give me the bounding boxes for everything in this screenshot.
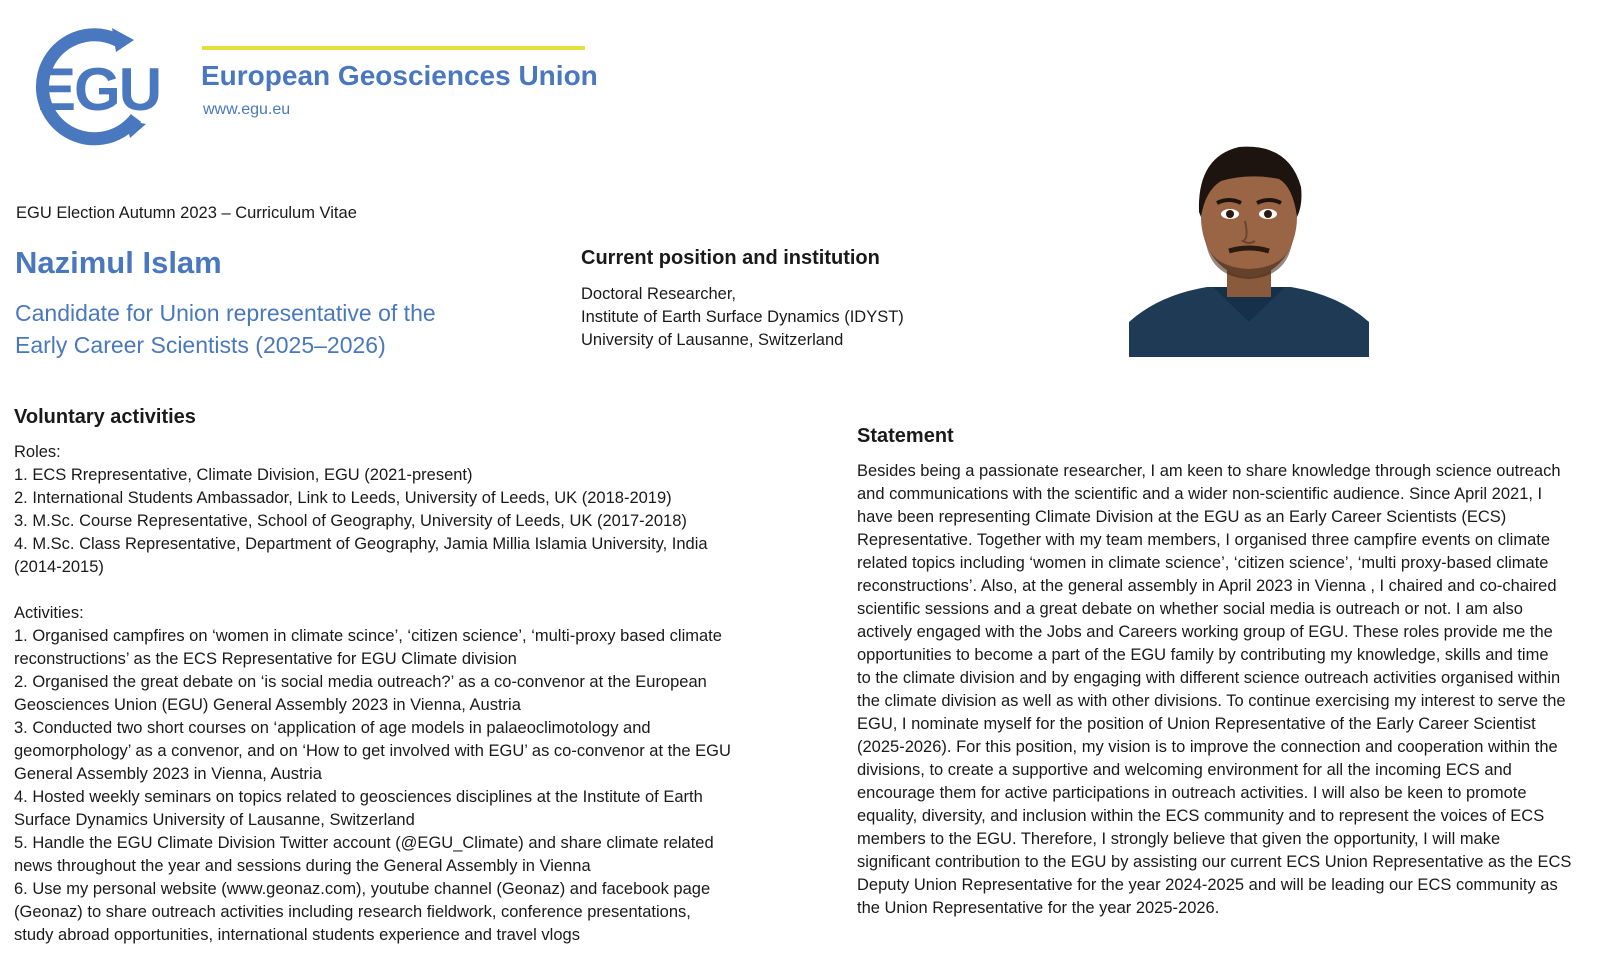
statement-line: divisions, to create a supportive and welcoming environment for all the incoming ECS and [857, 761, 1512, 779]
statement-line: opportunities to become a part of the EGU family by contributing my knowledge, skills and time [857, 646, 1549, 664]
position-line: University of Lausanne, Switzerland [581, 331, 844, 349]
candidate-role-line: Early Career Scientists (2025–2026) [15, 332, 386, 358]
role-line: 1. ECS Rrepresentative, Climate Division, EGU (2021-present) [14, 466, 473, 484]
org-url[interactable]: www.egu.eu [203, 101, 291, 118]
activity-line: 5. Handle the EGU Climate Division Twitter account (@EGU_Climate) and share climate related [14, 834, 714, 852]
activity-line: (Geonaz) to share outreach activities including research fieldwork, conference presentations, [14, 903, 691, 921]
activity-line: Surface Dynamics University of Lausanne, Switzerland [14, 811, 415, 829]
statement-line: and communications with the scientific and a wider non-scientific audience. Since April 2021, I [857, 485, 1543, 503]
voluntary-activities-heading: Voluntary activities [14, 406, 196, 428]
position-line: Doctoral Researcher, [581, 285, 736, 303]
role-line: 4. M.Sc. Class Representative, Department of Geography, Jamia Millia Islamia University, India [14, 535, 708, 553]
activity-line: study abroad opportunities, international students experience and travel vlogs [14, 926, 580, 944]
statement-heading: Statement [857, 425, 954, 447]
activity-line: 4. Hosted weekly seminars on topics related to geosciences disciplines at the Institute of Earth [14, 788, 703, 806]
statement-line: members to the EGU. Therefore, I strongly believe that given the opportunity, I will make [857, 830, 1501, 848]
statement-line: scientific sessions and a great debate on whether social media is outreach or not. I am also [857, 600, 1523, 618]
voluntary-activities-body [14, 441, 794, 947]
activity-line: 6. Use my personal website (www.geonaz.com), youtube channel (Geonaz) and facebook page [14, 880, 711, 898]
document-title: EGU Election Autumn 2023 – Curriculum Vitae [16, 204, 357, 222]
statement-line: Besides being a passionate researcher, I am keen to share knowledge through science outreach [857, 462, 1561, 480]
statement-line: to the climate division and by engaging with different science outreach activities organised within [857, 669, 1561, 687]
statement-line: encourage them for active participations in outreach activities. I will also be keen to promote [857, 784, 1527, 802]
activities-label: Activities: [14, 604, 84, 622]
statement-line: Deputy Union Representative for the year 2024-2025 and will be leading our ECS community as [857, 876, 1558, 894]
org-name: European Geosciences Union [201, 60, 598, 91]
statement-line: (2025-2026). For this position, my vision is to improve the connection and cooperation within the [857, 738, 1558, 756]
statement-line: Representative. Together with my team members, I organised three campfire events on climate [857, 531, 1551, 549]
statement-line: actively engaged with the Jobs and Careers working group of EGU. These roles provide me the [857, 623, 1553, 641]
statement-line: the climate division as well as with other divisions. To continue exercising my interest to serve the [857, 692, 1566, 710]
egu-logo [16, 26, 176, 156]
candidate-portrait [1129, 117, 1369, 357]
role-line: 2. International Students Ambassador, Link to Leeds, University of Leeds, UK (2018-2019) [14, 489, 672, 507]
activity-line: General Assembly 2023 in Vienna, Austria [14, 765, 322, 783]
activity-line: Geosciences Union (EGU) General Assembly 2023 in Vienna, Austria [14, 696, 521, 714]
position-details [581, 283, 904, 352]
logo-accent-rule [202, 46, 585, 50]
position-line: Institute of Earth Surface Dynamics (IDYST) [581, 308, 904, 326]
statement-line: have been representing Climate Division at the EGU as an Early Career Scientists (ECS) [857, 508, 1507, 526]
activity-line: 3. Conducted two short courses on ‘application of age models in palaeoclimotology and [14, 719, 651, 737]
statement-line: related topics including ‘women in climate science’, ‘citizen science’, ‘multi proxy-based climate [857, 554, 1549, 572]
statement-body [857, 460, 1619, 920]
statement-line: the Union Representative for the year 2025-2026. [857, 899, 1220, 917]
role-line: (2014-2015) [14, 558, 104, 576]
statement-line: reconstructions’. Also, at the general assembly in April 2023 in Vienna , I chaired and co-chaired [857, 577, 1557, 595]
role-line: 3. M.Sc. Course Representative, School of Geography, University of Leeds, UK (2017-2018) [14, 512, 687, 530]
statement-line: significant contribution to the EGU by assisting our current ECS Union Representative as the ECS [857, 853, 1572, 871]
statement-line: equality, diversity, and inclusion within the ECS community and to represent the voices of ECS [857, 807, 1545, 825]
candidate-name: Nazimul Islam [15, 245, 222, 280]
statement-line: EGU, I nominate myself for the position of Union Representative of the Early Career Scientist [857, 715, 1536, 733]
activity-line: reconstructions’ as the ECS Representative for EGU Climate division [14, 650, 517, 668]
spacer [14, 579, 794, 602]
roles-label: Roles: [14, 443, 61, 461]
logo-text: EGU [36, 56, 161, 123]
candidate-role [15, 297, 515, 361]
position-heading: Current position and institution [581, 247, 880, 269]
activity-line: 2. Organised the great debate on ‘is social media outreach?’ as a co-convenor at the European [14, 673, 707, 691]
activity-line: news throughout the year and sessions during the General Assembly in Vienna [14, 857, 591, 875]
activity-line: geomorphology’ as a convenor, and on ‘How to get involved with EGU’ as co-convenor at the EGU [14, 742, 731, 760]
activity-line: 1. Organised campfires on ‘women in climate scince’, ‘citizen science’, ‘multi-proxy based climate [14, 627, 722, 645]
candidate-role-line: Candidate for Union representative of the [15, 300, 436, 326]
